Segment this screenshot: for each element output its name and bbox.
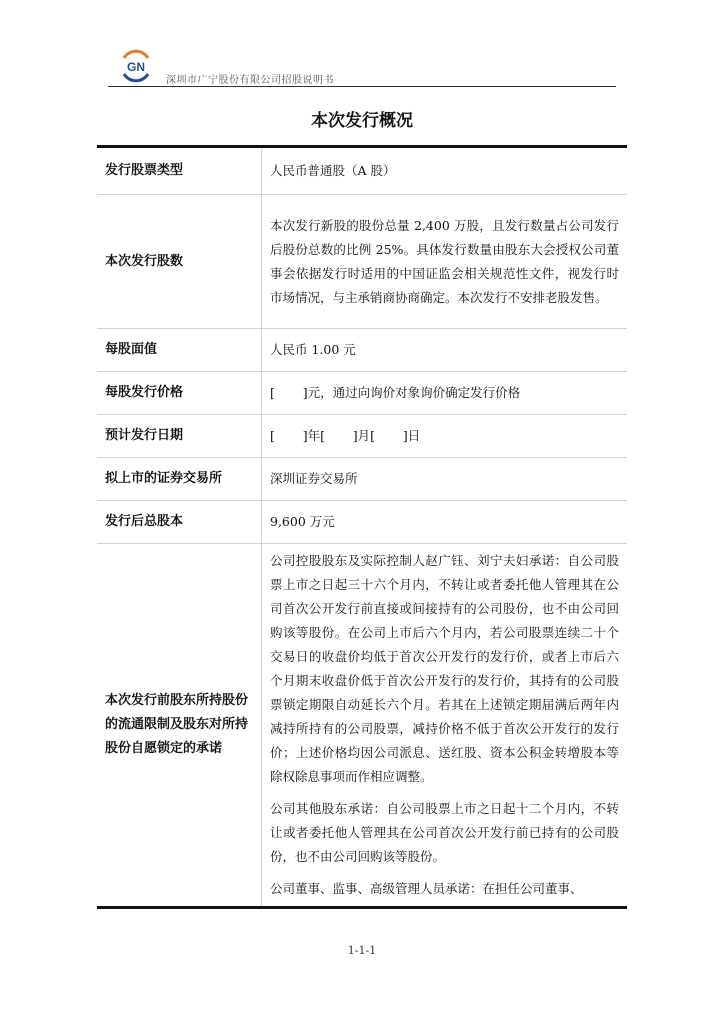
table-row <box>97 372 627 415</box>
row-label: 每股发行价格 <box>97 372 262 415</box>
row-value-commitments <box>262 544 628 908</box>
offering-overview-table <box>97 145 627 909</box>
commitment-paragraph: 公司其他股东承诺：自公司股票上市之日起十二个月内，不转让或者委托他人管理其在公司首次公开发行前已持有的公司股份，也不由公司回购该等股份。 <box>270 801 619 864</box>
table-row <box>97 147 627 195</box>
row-label: 本次发行前股东所持股份的流通限制及股东对所持股份自愿锁定的承诺 <box>97 544 262 908</box>
row-label: 预计发行日期 <box>97 415 262 458</box>
row-label: 拟上市的证券交易所 <box>97 458 262 501</box>
page-title: 本次发行概况 <box>311 111 413 131</box>
table-row <box>97 458 627 501</box>
company-logo <box>118 48 154 84</box>
row-value: 人民币 1.00 元 <box>270 342 356 357</box>
row-value: 人民币普通股（A 股） <box>270 163 396 178</box>
row-value: [ ]元，通过向询价对象询价确定发行价格 <box>270 385 521 400</box>
row-label: 本次发行股数 <box>97 195 262 329</box>
row-value: 9,600 万元 <box>270 514 335 529</box>
table-row <box>97 415 627 458</box>
header-divider <box>108 86 616 87</box>
logo-text: GN <box>127 60 145 74</box>
table-row <box>97 544 627 908</box>
row-value: 深圳证券交易所 <box>270 471 358 486</box>
row-value: 本次发行新股的股份总量 2,400 万股，且发行数量占公司发行后股份总数的比例 25%。具体发行数量由股东大会授权公司董事会依据发行时适用的中国证监会相关规范性文件，视发行时市场情况，与主承销商协商确定。本次发行不安排老股发售。 <box>270 217 619 305</box>
table-row <box>97 195 627 329</box>
page-header <box>108 48 616 88</box>
table-row <box>97 501 627 544</box>
header-document-title: 深圳市广宁股份有限公司招股说明书 <box>166 75 334 86</box>
row-label: 发行股票类型 <box>97 147 262 195</box>
table-row <box>97 329 627 372</box>
row-label: 发行后总股本 <box>97 501 262 544</box>
commitment-paragraph: 公司董事、监事、高级管理人员承诺：在担任公司董事、 <box>270 881 583 896</box>
commitment-paragraph: 公司控股股东及实际控制人赵广钰、刘宁夫妇承诺：自公司股票上市之日起三十六个月内，不转让或者委托他人管理其在公司首次公开发行前直接或间接持有的公司股份，也不由公司回购该等股份。在公司上市后六个月内，若公司股票连续二十个交易日的收盘价均低于首次公开发行的发行价，或者上市后六个月期末收盘价低于首次公开发行的发行价，其持有的公司股票锁定期限自动延长六个月。若其在上述锁定期届满后两年内减持所持有的公司股票，减持价格不低于首次公开发行的发行价；上述价格均因公司派息、送红股、资本公积金转增股本等除权除息事项而作相应调整。 <box>270 553 619 784</box>
row-label: 每股面值 <box>97 329 262 372</box>
row-value: [ ]年[ ]月[ ]日 <box>270 428 421 443</box>
page-number: 1-1-1 <box>347 944 377 957</box>
